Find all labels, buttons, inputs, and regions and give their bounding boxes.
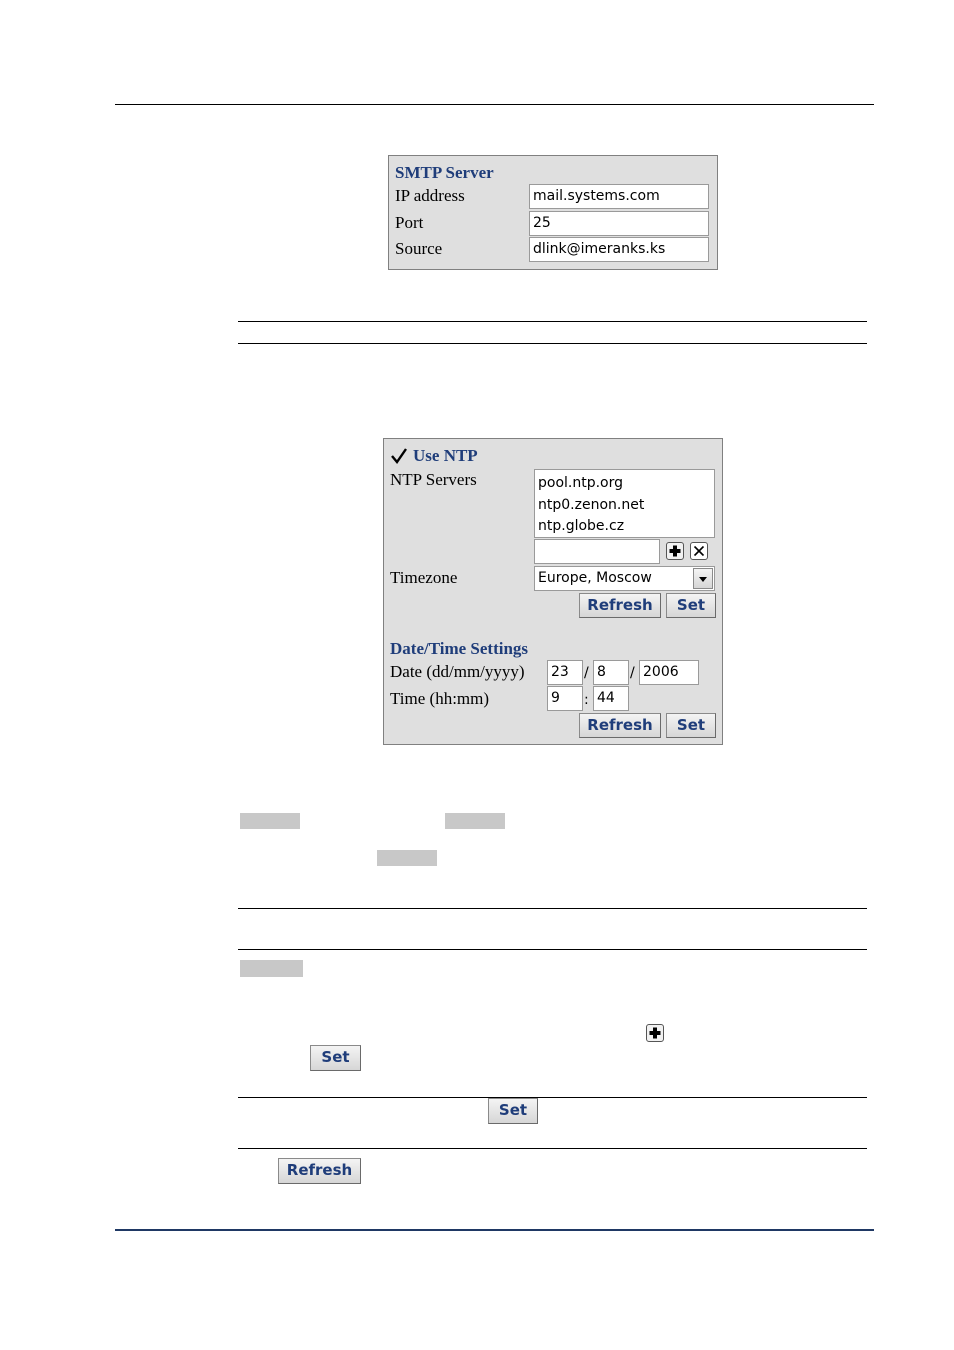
plus-glyph-icon (647, 1025, 663, 1041)
ntp-server-item[interactable]: ntp0.zenon.net (538, 496, 645, 513)
ntp-server-item[interactable]: pool.ntp.org (538, 475, 624, 491)
use-ntp-label: Use NTP (413, 446, 478, 465)
smtp-server-panel (388, 155, 718, 270)
ntp-panel (383, 438, 723, 745)
ntp-servers-label: NTP Servers (390, 470, 477, 489)
timezone-value: Europe, Moscow (538, 570, 652, 586)
note-rule-bottom (238, 343, 867, 344)
dropdown-arrow-icon (694, 569, 712, 588)
table-rule (238, 908, 867, 909)
time-label: Time (hh:mm) (390, 689, 490, 708)
plus-icon (646, 1024, 664, 1042)
datetime-refresh-button[interactable]: Refresh (579, 713, 661, 738)
remove-server-icon[interactable] (690, 542, 708, 560)
table-rule (238, 949, 867, 950)
smtp-heading: SMTP Server (395, 163, 494, 182)
redacted-text (445, 813, 505, 829)
datetime-set-button[interactable]: Set (666, 713, 716, 738)
date-label: Date (dd/mm/yyyy) (390, 662, 525, 681)
source-input[interactable]: dlink@imeranks.ks (529, 237, 709, 262)
table-rule (238, 1148, 867, 1149)
cross-icon (691, 543, 707, 559)
timezone-label: Timezone (390, 568, 458, 587)
inline-set-button: Set (488, 1098, 538, 1124)
chevron-down-icon[interactable] (693, 568, 713, 589)
timezone-select[interactable] (534, 566, 715, 591)
port-label: Port (395, 213, 424, 232)
redacted-text (240, 960, 303, 977)
ntp-refresh-button[interactable]: Refresh (579, 593, 661, 618)
new-ntp-server-input[interactable] (534, 539, 660, 564)
note-rule-top (238, 321, 867, 322)
date-separator: / (584, 665, 589, 681)
hour-input[interactable]: 9 (547, 686, 583, 711)
ntp-server-item[interactable]: ntp.globe.cz (538, 518, 625, 534)
ntp-set-button[interactable]: Set (666, 593, 716, 618)
port-input[interactable]: 25 (529, 211, 709, 236)
month-input[interactable]: 8 (593, 660, 629, 685)
ip-address-input[interactable]: mail.systems.com (529, 184, 709, 209)
header-rule (115, 104, 874, 105)
plus-icon (667, 543, 683, 559)
footer-rule (115, 1229, 874, 1231)
year-input[interactable]: 2006 (639, 660, 699, 685)
redacted-text (240, 813, 300, 829)
source-label: Source (395, 239, 443, 258)
inline-refresh-button: Refresh (278, 1158, 361, 1184)
use-ntp-checkbox[interactable] (390, 447, 408, 465)
ntp-servers-list[interactable] (534, 469, 715, 538)
time-separator: : (584, 692, 589, 708)
date-separator: / (630, 665, 635, 681)
ip-address-label: IP address (395, 186, 465, 205)
redacted-text (377, 850, 437, 866)
minute-input[interactable]: 44 (593, 686, 629, 711)
add-server-icon[interactable] (666, 542, 684, 560)
day-input[interactable]: 23 (547, 660, 583, 685)
inline-set-button: Set (310, 1045, 361, 1071)
table-rule (238, 1097, 867, 1098)
datetime-heading: Date/Time Settings (390, 639, 529, 658)
